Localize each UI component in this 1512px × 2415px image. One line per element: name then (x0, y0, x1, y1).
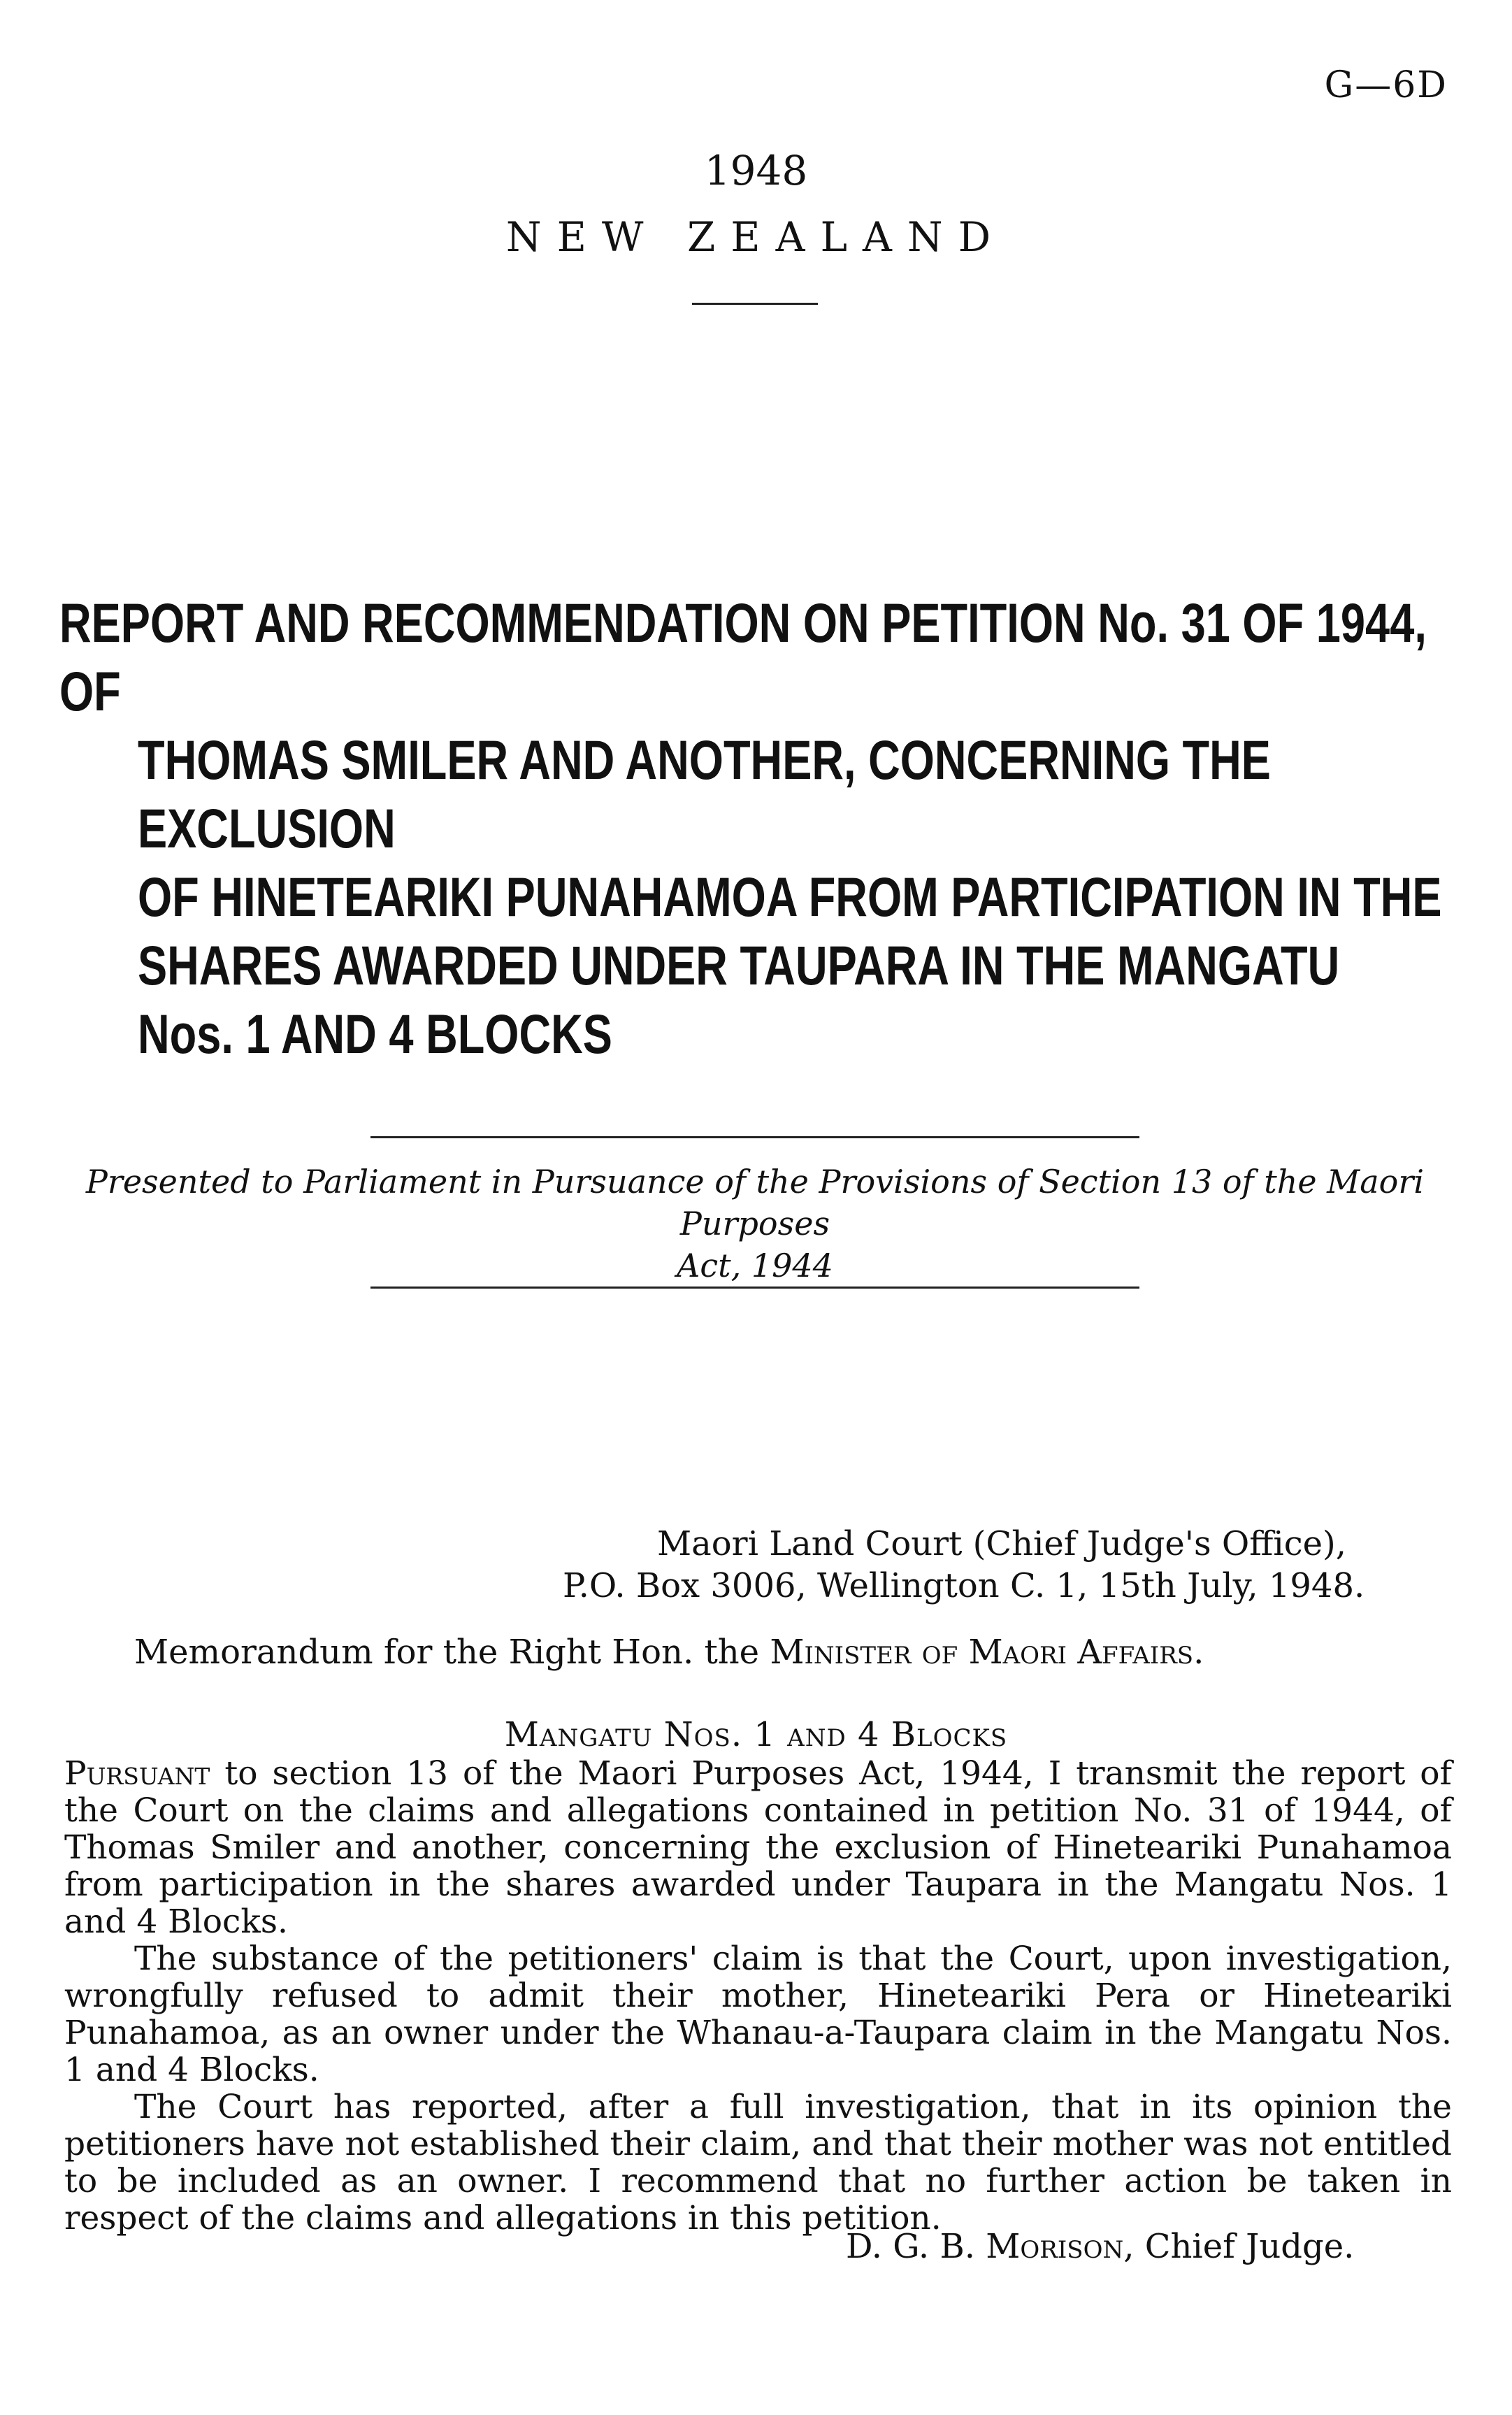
publication-year: 1948 (704, 147, 808, 194)
signature-initials: D. G. B. (846, 2227, 975, 2266)
title-line-4: SHARES AWARDED UNDER TAUPARA IN THE MANGATU (138, 934, 1340, 996)
paragraph-1 (64, 1755, 1452, 1940)
title-line-5: Nos. 1 AND 4 BLOCKS (138, 1003, 612, 1065)
divider-presented-top (370, 1136, 1139, 1138)
presented-line-2: Act, 1944 (677, 1247, 833, 1284)
paragraph-3: The Court has reported, after a full investigation, that in its opinion the petitioners have not established their claim, and that their mother was not entitled to be included as an owner. I recommend that no further action be taken in respect of the claims and allegations in this petition. (64, 2088, 1452, 2237)
divider-top (692, 303, 818, 305)
paragraph-1-lead: Pursuant (64, 1754, 210, 1793)
address-line-1: Maori Land Court (Chief Judge's Office), (657, 1524, 1346, 1563)
presented-statement (59, 1161, 1450, 1287)
country-heading: NEW ZEALAND (505, 213, 1007, 261)
paragraph-2: The substance of the petitioners' claim is that the Court, upon investigation, wrongfully refused to admit their mother, Hinetearikі Pera or Hinetearikі Punahamoa, as an owner under the Whanau-a-Taupara claim in the Mangatu Nos. 1 and 4 Blocks. (64, 1940, 1452, 2089)
signature-title: , Chief Judge. (1123, 2227, 1355, 2266)
section-heading: Mangatu Nos. 1 and 4 Blocks (504, 1715, 1008, 1754)
title-line-2: THOMAS SMILER AND ANOTHER, CONCERNING THE EXCLUSION (138, 729, 1271, 859)
memo-prefix: Memorandum for the Right Hon. the (134, 1633, 760, 1672)
title-line-3: OF HINETEARIKI PUNAHAMOA FROM PARTICIPATION IN THE (138, 866, 1442, 928)
divider-presented-bottom (370, 1287, 1139, 1289)
title-line-1: REPORT AND RECOMMENDATION ON PETITION No. 31 OF 1944, OF (59, 592, 1427, 722)
memorandum-line (134, 1633, 1204, 1672)
paragraph-1-text: to section 13 of the Maori Purposes Act, 1944, I transmit the report of the Court on the claims and allegations contained in petition No. 31 of 1944, of Thomas Smiler and another, concerning the exclusion of Hinetearikі Punahamoa from participation in the shares awarded under Taupara in the Mangatu Nos. 1 and 4 Blocks. (64, 1754, 1452, 1941)
presented-line-1: Presented to Parliament in Pursuance of the Provisions of Section 13 of the Maori Purposes (85, 1163, 1425, 1242)
document-reference: G—6D (1324, 64, 1448, 106)
address-line-2: P.O. Box 3006, Wellington C. 1, 15th July, 1948. (563, 1566, 1365, 1605)
body-text (64, 1755, 1452, 2237)
signature (846, 2227, 1354, 2266)
signature-name: Morison (986, 2227, 1124, 2266)
memo-recipient: Minister of Maori Affairs. (770, 1633, 1204, 1672)
report-title (59, 589, 1446, 1068)
